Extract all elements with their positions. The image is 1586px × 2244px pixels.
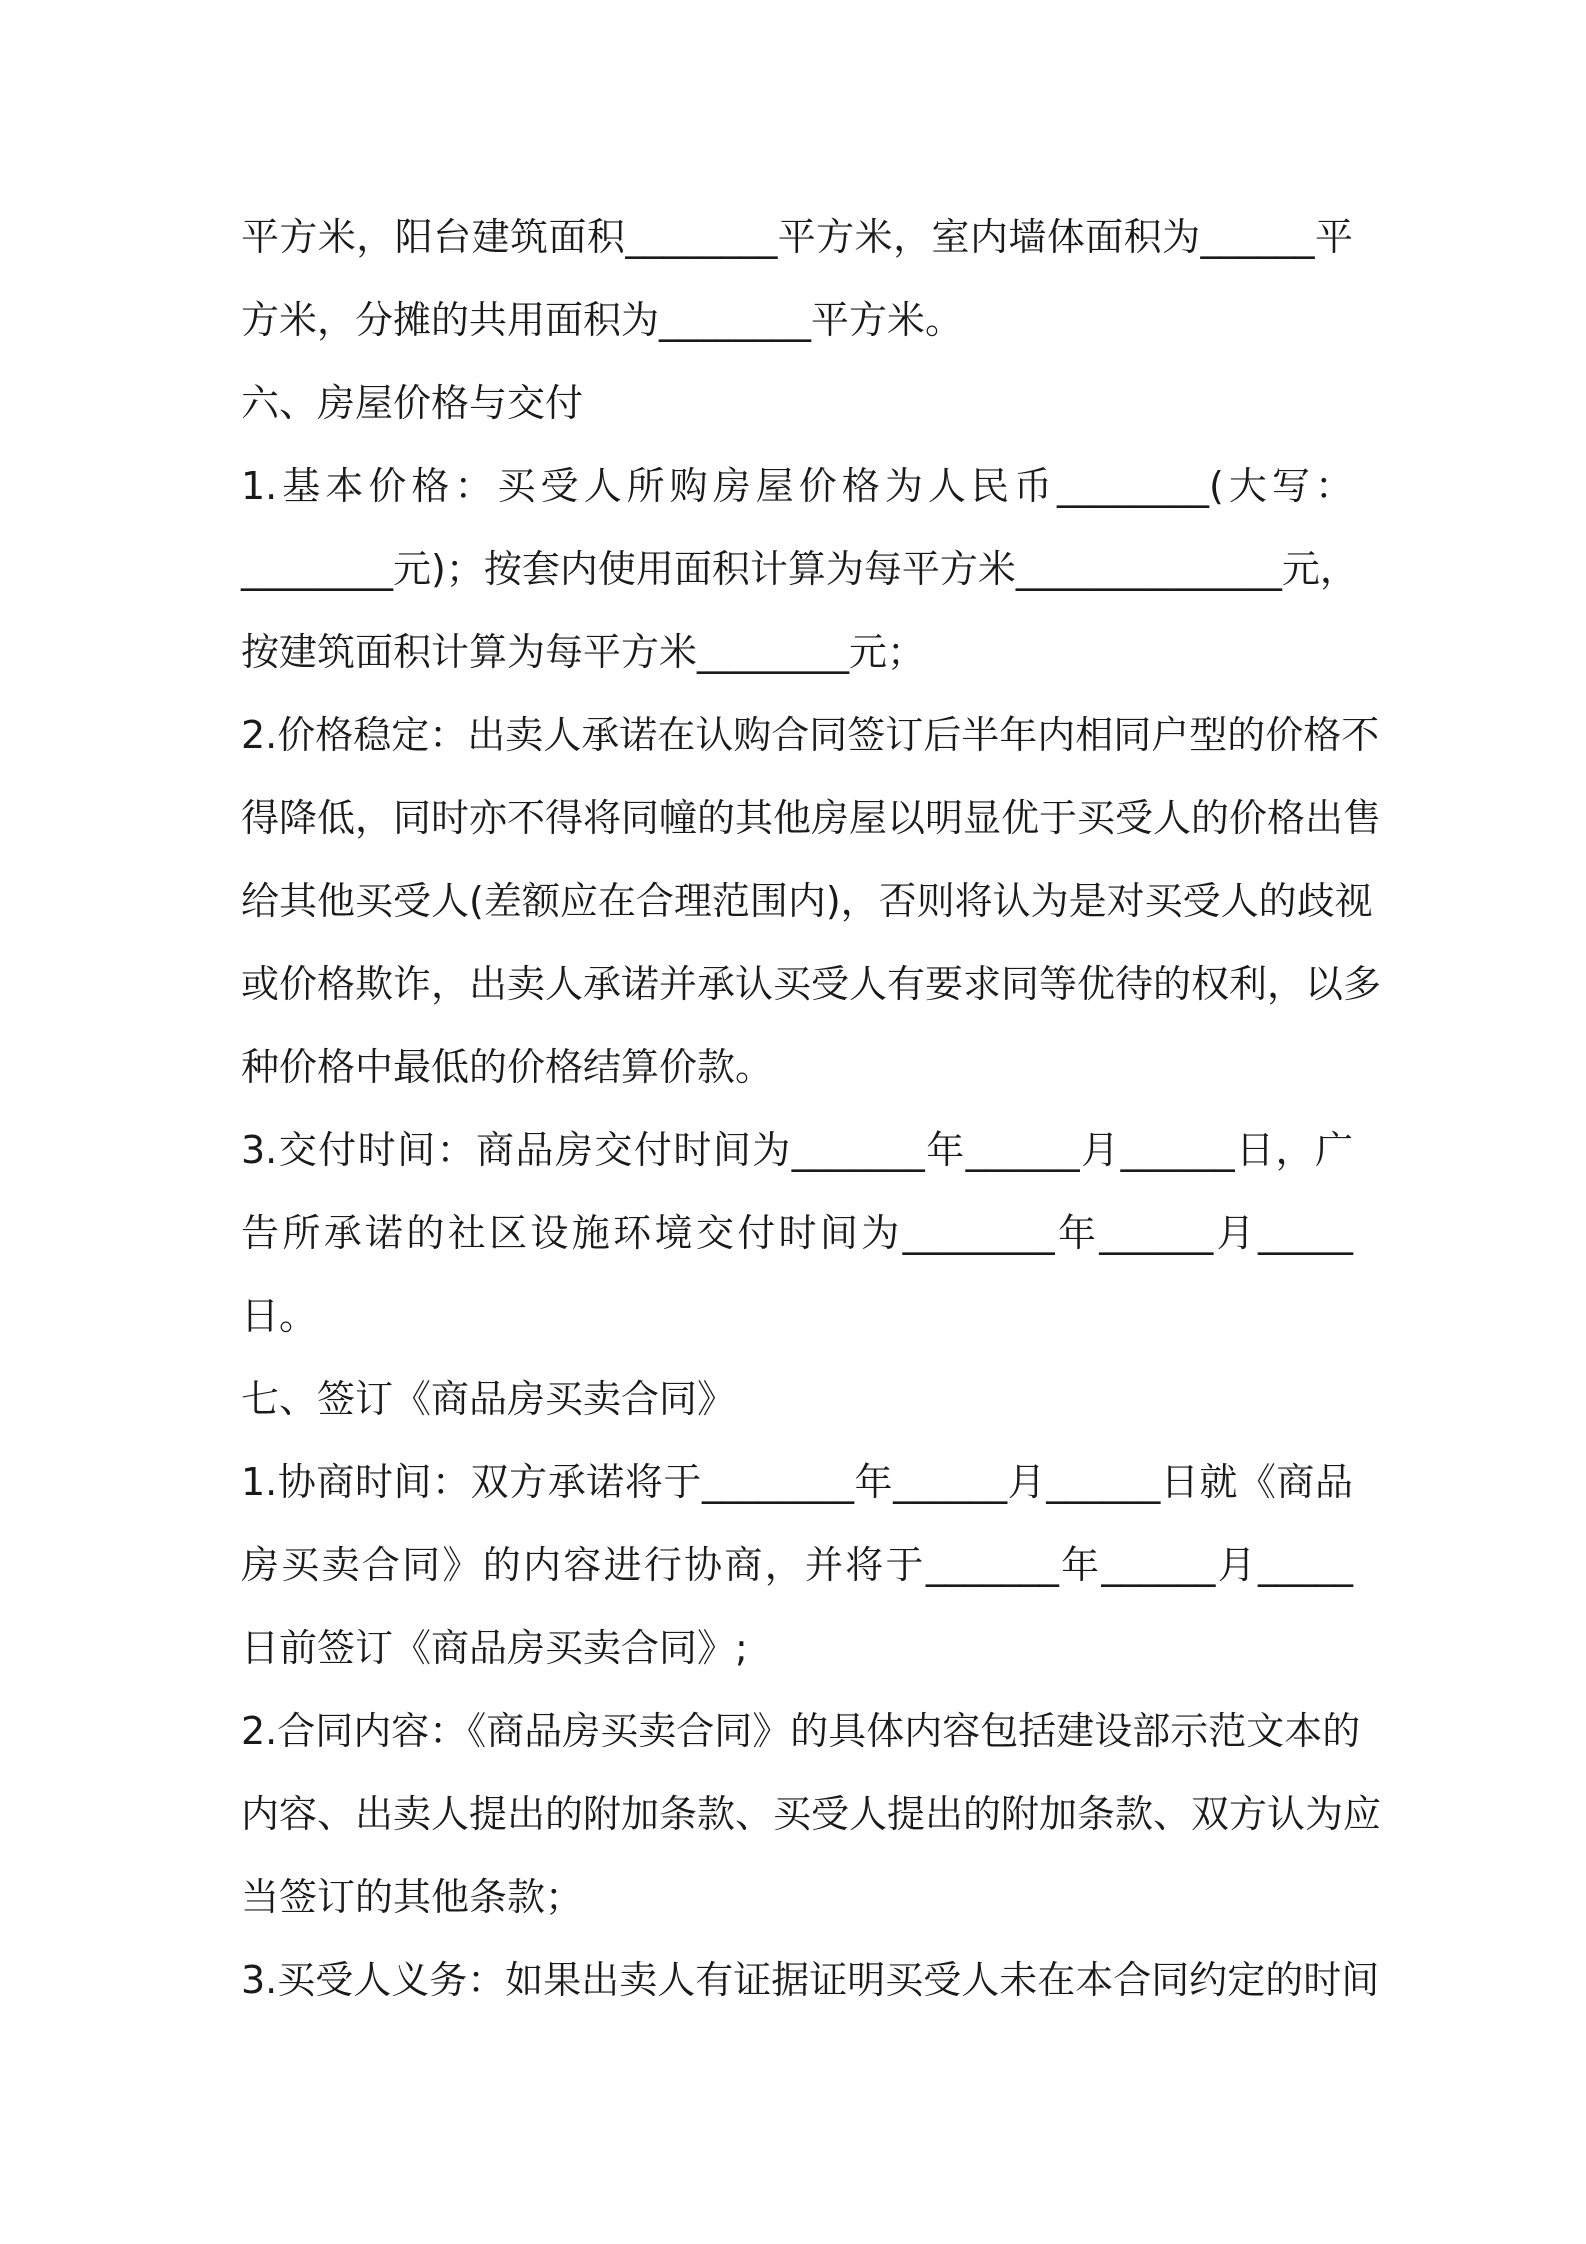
text-line-buyer-obligation: 3.买受人义务：如果出卖人有证据证明买受人未在本合同约定的时间 [241, 1958, 1380, 2002]
text-line-contract-content-end: 当签订的其他条款； [241, 1875, 584, 1919]
text-line-price-stability: 2.价格稳定：出卖人承诺在认购合同签订后半年内相同户型的价格不 [241, 713, 1380, 757]
text-line-contract-content-2: 内容、出卖人提出的附加条款、买受人提出的附加条款、双方认为应 [241, 1792, 1382, 1836]
text-line-negotiation-time-2: 房买卖合同》的内容进行协商，并将于_______年______月_____ [241, 1543, 1353, 1587]
contract-text-body [241, 196, 1382, 2022]
text-line-price-stability-2: 得降低，同时亦不得将同幢的其他房屋以明显优于买受人的价格出售 [241, 796, 1382, 840]
text-line-delivery-time: 3.交付时间：商品房交付时间为_______年______月______日，广 [241, 1128, 1353, 1172]
section-heading-price-delivery: 六、房屋价格与交付 [241, 381, 584, 425]
text-line-price-stability-end: 种价格中最低的价格结算价款。 [241, 1045, 774, 1089]
text-line-delivery-time-2: 告所承诺的社区设施环境交付时间为________年______月_____ [241, 1211, 1353, 1255]
text-line-contract-content: 2.合同内容：《商品房买卖合同》的具体内容包括建设部示范文本的 [241, 1709, 1361, 1753]
text-line-price-stability-3: 给其他买受人(差额应在合理范围内)，否则将认为是对买受人的歧视 [241, 879, 1373, 923]
text-line-area-continued: 平方米，阳台建筑面积________平方米，室内墙体面积为______平 [241, 215, 1353, 259]
text-line-shared-area: 方米，分摊的共用面积为________平方米。 [241, 298, 964, 342]
text-line-base-price-cont: ________元)；按套内使用面积计算为每平方米______________元， [241, 547, 1358, 591]
text-line-base-price: 1.基本价格：买受人所购房屋价格为人民币________(大写： [241, 464, 1353, 508]
text-line-price-stability-4: 或价格欺诈，出卖人承诺并承认买受人有要求同等优待的权利，以多 [241, 962, 1382, 1006]
section-heading-sign-contract: 七、签订《商品房买卖合同》 [241, 1377, 736, 1421]
text-line-delivery-time-end: 日。 [241, 1294, 318, 1338]
text-line-negotiation-time-end: 日前签订《商品房买卖合同》; [241, 1626, 748, 1670]
text-line-negotiation-time: 1.协商时间：双方承诺将于________年______月______日就《商品 [241, 1460, 1353, 1504]
text-line-base-price-end: 按建筑面积计算为每平方米________元； [241, 630, 926, 674]
